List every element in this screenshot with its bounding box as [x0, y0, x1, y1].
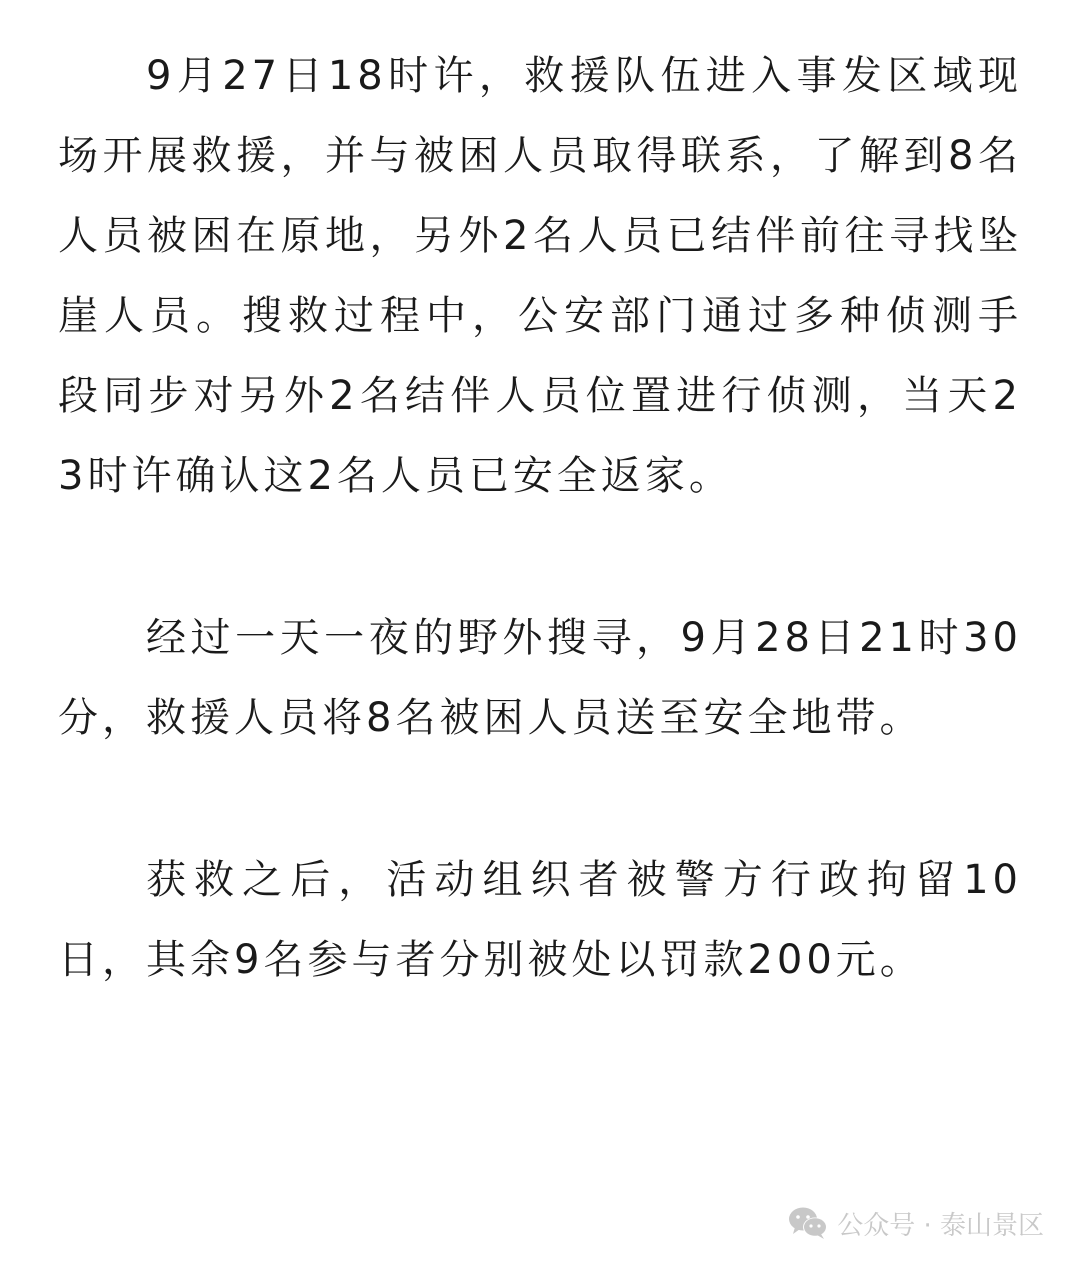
article-body [58, 36, 1022, 1000]
paragraph-rescue-contact: 9月27日18时许，救援队伍进入事发区域现场开展救援，并与被困人员取得联系，了解到8名人员被困在原地，另外2名人员已结伴前往寻找坠崖人员。搜救过程中，公安部门通过多种侦测手段同步对另外2名结伴人员位置进行侦测，当天23时许确认这2名人员已安全返家。 [58, 53, 1022, 499]
wechat-icon [787, 1205, 829, 1241]
wechat-account-watermark [787, 1203, 1044, 1243]
watermark-text: 公众号 · 泰山景区 [837, 1210, 1044, 1241]
paragraph-rescue-complete: 经过一天一夜的野外搜寻，9月28日21时30分，救援人员将8名被困人员送至安全地带。 [58, 615, 1022, 741]
paragraph-penalties: 获救之后，活动组织者被警方行政拘留10日，其余9名参与者分别被处以罚款200元。 [58, 857, 1022, 983]
